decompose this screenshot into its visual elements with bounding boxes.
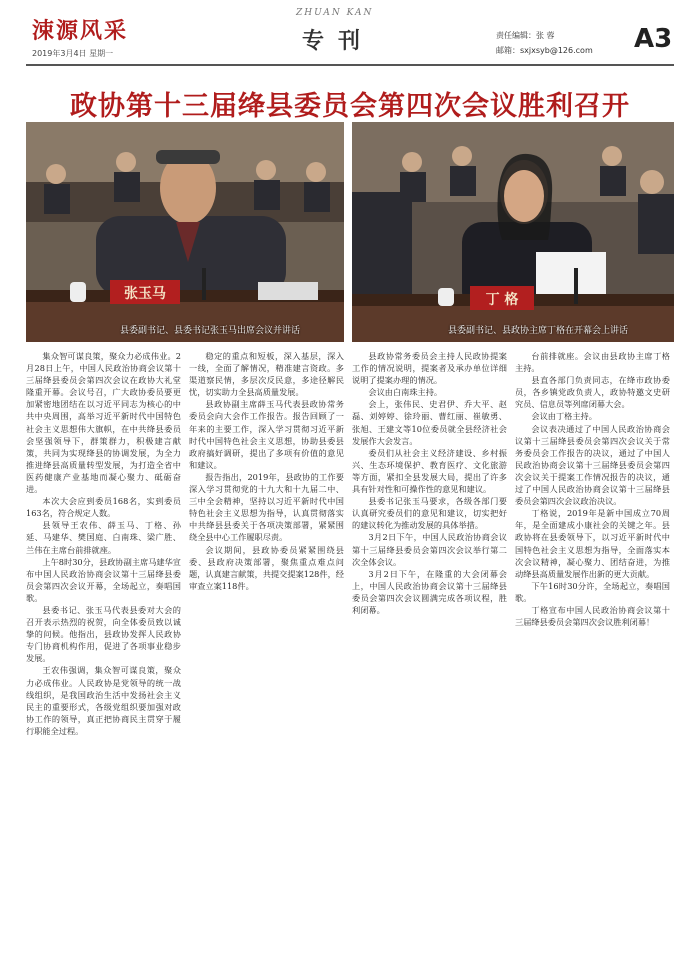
speaker-photo-left-image	[26, 122, 344, 342]
paragraph: 3月2日下午，在隆重的大会闭幕会上，中国人民政治协商会议第十三届绛县委员会第四次会议圆满完成各项议程，胜利闭幕。	[352, 568, 507, 615]
article-body	[26, 350, 674, 968]
paragraph: 本次大会应到委员168名，实到委员163名，符合规定人数。	[26, 496, 181, 519]
paragraph: 委员们从社会主义经济建设、乡村振兴、生态环境保护、教育医疗、文化旅游等方面，紧扣全县发展大局，提出了许多具有针对性和可操作性的意见和建议。	[352, 447, 507, 495]
nameplate-left: 张玉马	[124, 286, 166, 302]
paragraph: 会上，张伟民、史君伊、乔大平、赵磊、刘婷婷、徐玲丽、曹红丽、崔敏勇、张旭、王建文等10位委员就全县经济社会发展作大会发言。	[352, 399, 507, 446]
photo-caption-left: 县委副书记、县委书记张玉马出席会议并讲话	[120, 326, 301, 336]
paragraph: 王农伟强调，集众智可谋良策，聚众力必成伟业。人民政协是党领导的统一战线组织，是我国政治生活中发扬社会主义民主的重要形式，各级党组织要加强对政协工作的领导，真正把协商民主贯穿于履行职能全过程。	[26, 665, 181, 736]
photo-speaker-right	[352, 122, 674, 342]
photo-speaker-left	[26, 122, 344, 342]
article-column-1	[26, 350, 181, 968]
article-headline: 政协第十三届绛县委员会第四次会议胜利召开	[70, 91, 630, 122]
contact-email: 邮箱：sxjxsyb@126.com	[496, 46, 593, 55]
issue-date: 2019年3月4日 星期一	[32, 49, 114, 58]
nameplate-right: 丁 格	[485, 292, 519, 308]
photo-caption-right: 县委副书记、县政协主席丁格在开幕会上讲话	[448, 326, 629, 336]
section-label-english: ZHUAN KAN	[296, 8, 374, 18]
paragraph: 县直各部门负责同志，在绛市政协委员，各乡镇党政负责人，政协特邀文史研究员、信息员等列席闭幕大会。	[515, 375, 670, 410]
speaker-photo-right-image	[352, 122, 674, 342]
paragraph: 县委书记张玉马要求，各级各部门要认真研究委员们的意见和建议，切实把好的建议转化为推动发展的具体举措。	[352, 496, 507, 531]
article-column-3	[352, 350, 507, 968]
article-column-4	[515, 350, 670, 968]
paragraph: 县领导王农伟、薛玉马、丁格、孙延、马建华、樊国庭、白南珠、梁广胜、兰伟在主席台前排就座。	[26, 520, 181, 555]
paragraph: 会议由白南珠主持。	[368, 387, 443, 398]
newspaper-brand: 涑源风采	[32, 18, 129, 44]
section-label: 专刊	[302, 28, 375, 54]
paragraph: 报告指出，2019年，县政协的工作要深入学习贯彻党的十九大和十九届二中、三中全会精神，坚持以习近平新时代中国特色社会主义思想为指导，认真贯彻落实中共绛县县委关于各项决策部署，紧紧围绕全县中心工作履职尽责。	[189, 471, 344, 543]
paragraph: 稳定的重点和短板，深入基层，深入一线，全面了解情况，精准建言资政。多渠道察民情，多层次反民意，多途径解民忧，切实助力全县高质量发展。	[189, 351, 344, 398]
article-column-2	[189, 350, 344, 968]
paragraph: 集众智可谋良策，聚众力必成伟业。2月28日上午，中国人民政治协商会议第十三届绛县委员会第四次会议在政协大礼堂隆重开幕。会议号召，广大政协委员要更加紧密地团结在以习近平同志为核心的中共中央周围，高举习近平新时代中国特色社会主义思想伟大旗帜，在中共绛县委员会坚强领导下，群策群力，积极建言献策，共同为实现绛县的协调发展，为全力推进绛县高质量转型发展，为打造全省中医药健康产业基地而凝心聚力、砥砺奋进。	[26, 351, 181, 495]
page-number: A3	[634, 24, 673, 54]
paragraph: 会议表决通过了中国人民政治协商会议第十三届绛县委员会第四次会议关于常务委员会工作报告的决议，通过了中国人民政治协商会议第十三届绛县委员会第四次会议关于提案工作情况报告的决议，通过了中国人民政治协商会议第十三届绛县委员会第四次会议政治决议。	[515, 423, 670, 507]
paragraph: 县委书记、张玉马代表县委对大会的召开表示热烈的祝贺，向全体委员致以诚挚的问候。他指出，县政协发挥人民政协专门协商机构作用，促进了各项事业稳步发展。	[26, 604, 181, 664]
paragraph: 丁格宣布中国人民政治协商会议第十三届绛县委员会第四次会议胜利闭幕！	[515, 604, 670, 628]
paragraph: 县政协副主席薛玉马代表县政协常务委员会向大会作工作报告。报告回顾了一年来的主要工作，深入学习贯彻习近平新时代中国特色社会主义思想，协助县委县政府搞好调研，提出了多项有价值的意见和建议。	[189, 399, 344, 470]
paragraph: 下午16时30分许，全场起立，奏唱国歌。	[515, 580, 670, 603]
paragraph: 3月2日下午，中国人民政治协商会议第十三届绛县委员会第四次会议举行第二次全体会议。	[352, 532, 507, 567]
paragraph: 会议期间，县政协委员紧紧围绕县委、县政府决策部署，聚焦重点难点问题，认真建言献策，共提交提案128件，经审查立案118件。	[189, 544, 344, 591]
header-rule	[26, 64, 674, 66]
responsible-editor: 责任编辑：张 蓉	[496, 31, 555, 40]
paragraph: 丁格说，2019年是新中国成立70周年，是全面建成小康社会的关键之年。县政协将在县委领导下，以习近平新时代中国特色社会主义思想为指导，全面落实本次会议精神，凝心聚力、团结奋进，为推动绛县高质量发展作出新的更大贡献。	[515, 508, 670, 579]
masthead	[0, 0, 700, 64]
paragraph: 县政协常务委员会主持人民政协提案工作的情况说明，提案者及承办单位详细说明了提案办理的情况。	[352, 351, 507, 386]
paragraph: 会议由丁格主持。	[531, 411, 597, 422]
paragraph: 台前排就座。会议由县政协主席丁格主持。	[515, 351, 670, 374]
paragraph: 上午8时30分，县政协副主席马建华宣布中国人民政治协商会议第十三届绛县委员会第四次会议开幕，全场起立，奏唱国歌。	[26, 556, 181, 603]
